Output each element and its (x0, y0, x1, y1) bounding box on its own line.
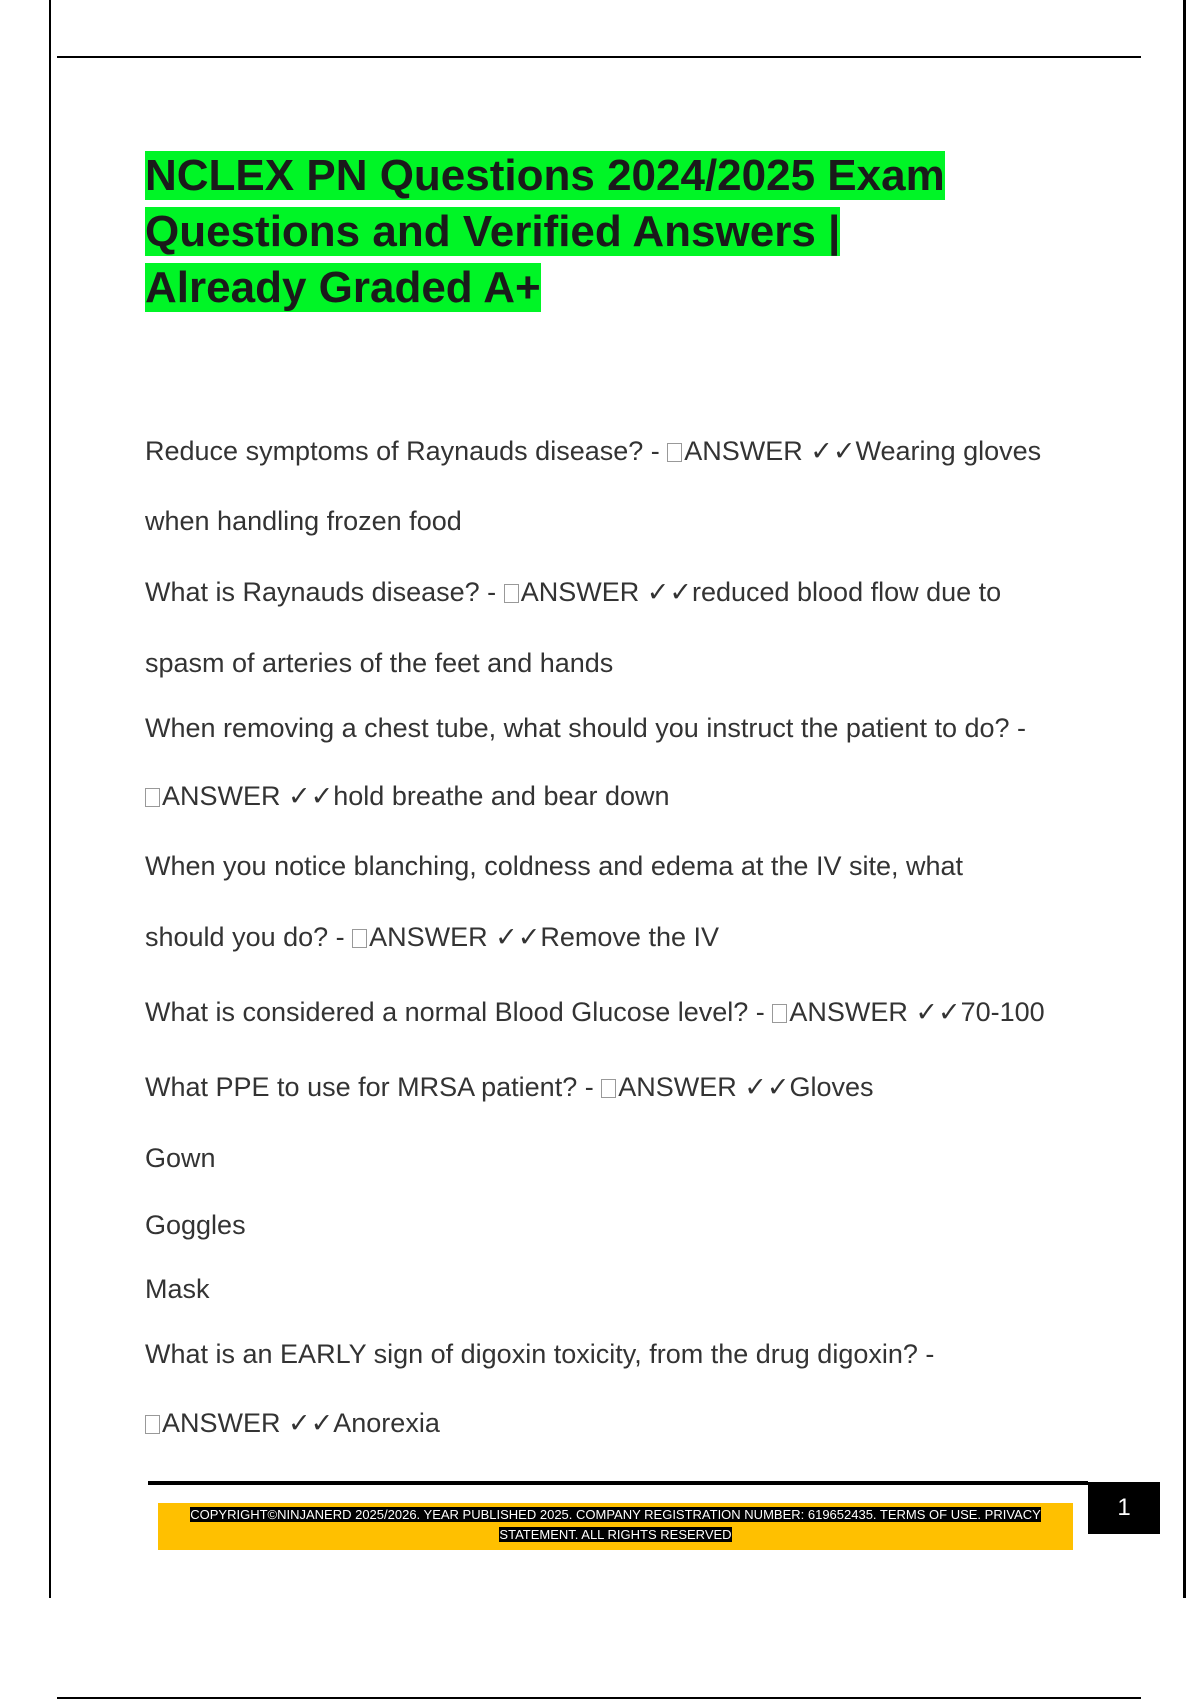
qa-question: Reduce symptoms of Raynauds disease? - ANSWER ✓✓Wearing gloves (145, 436, 1042, 466)
qa-answer-list-item: Goggles (145, 1210, 246, 1240)
box-glyph-icon (601, 1079, 616, 1098)
qa-answer-continuation: when handling frozen food (145, 506, 462, 536)
title-line-3: Already Graded A+ (145, 263, 541, 312)
qa-question: What PPE to use for MRSA patient? - ANSWER ✓✓Gloves (145, 1072, 874, 1102)
qa-question: When you notice blanching, coldness and edema at the IV site, what (145, 851, 964, 881)
box-glyph-icon (504, 584, 519, 603)
qa-question: What is Raynauds disease? - ANSWER ✓✓reduced blood flow due to (145, 577, 1002, 607)
footer-rule (148, 1481, 1088, 1485)
qa-answer: should you do? - ANSWER ✓✓Remove the IV (145, 922, 719, 952)
box-glyph-icon (667, 443, 682, 462)
page-border-left (49, 0, 51, 1598)
qa-answer: ANSWER ✓✓hold breathe and bear down (145, 781, 670, 812)
title-line-2: Questions and Verified Answers | (145, 207, 841, 256)
qa-answer-continuation: spasm of arteries of the feet and hands (145, 648, 614, 678)
footer-copyright (158, 1505, 1073, 1545)
qa-question: What is an EARLY sign of digoxin toxicity, from the drug digoxin? - (145, 1339, 935, 1369)
box-glyph-icon (352, 929, 367, 948)
copyright-line-1: COPYRIGHT©NINJANERD 2025/2026. YEAR PUBLISHED 2025. COMPANY REGISTRATION NUMBER: 619652435. TERMS OF USE. PRIVACY (190, 1507, 1041, 1522)
copyright-line-2: STATEMENT. ALL RIGHTS RESERVED (499, 1527, 732, 1542)
qa-answer-list-item: Mask (145, 1274, 210, 1304)
document-title (145, 148, 945, 316)
qa-question: What is considered a normal Blood Glucose level? - ANSWER ✓✓70-100 (145, 997, 1045, 1027)
qa-answer-list-item: Gown (145, 1143, 216, 1173)
box-glyph-icon (145, 1415, 160, 1434)
box-glyph-icon (145, 788, 160, 807)
bottom-rule (57, 1697, 1141, 1699)
title-line-1: NCLEX PN Questions 2024/2025 Exam (145, 151, 945, 200)
page-border-right (1183, 0, 1186, 1598)
top-rule (57, 56, 1141, 58)
box-glyph-icon (772, 1004, 787, 1023)
qa-answer: ANSWER ✓✓Anorexia (145, 1408, 440, 1439)
qa-question: When removing a chest tube, what should you instruct the patient to do? - (145, 713, 1027, 743)
page-number: 1 (1088, 1482, 1160, 1534)
